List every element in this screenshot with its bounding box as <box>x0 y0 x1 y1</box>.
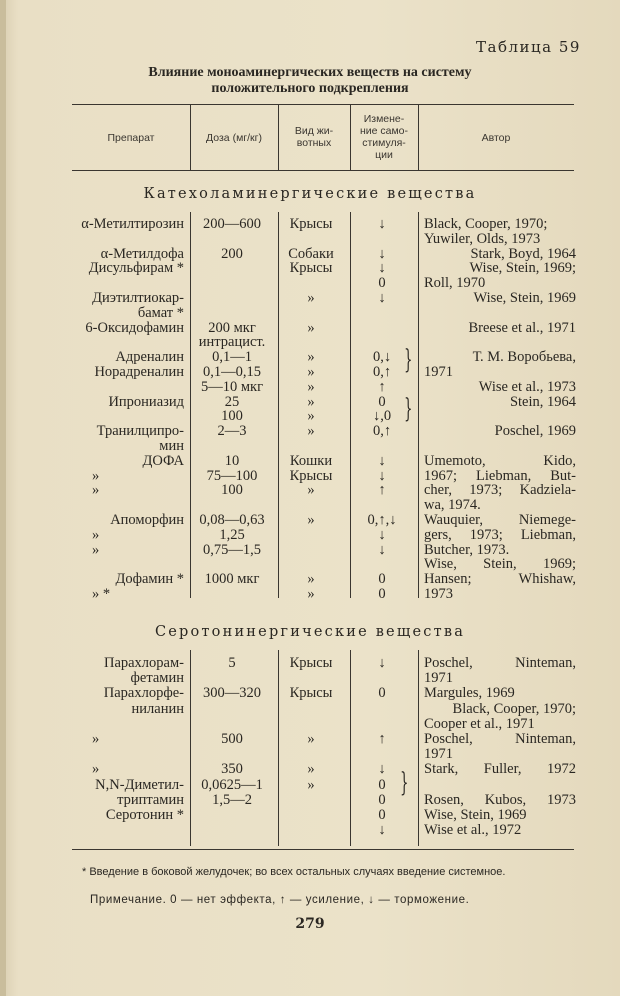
dose-cell: 100 <box>221 408 243 425</box>
drug-cell: Диэтилтиокар- <box>92 290 184 306</box>
change-cell: ↓ <box>378 526 386 543</box>
table-row <box>0 792 620 808</box>
dose-cell: 10 <box>224 452 240 469</box>
author-cell: Margules, 1969 <box>424 685 515 702</box>
dose-cell: 200—600 <box>203 216 261 232</box>
author-cell: 1971 <box>424 670 453 687</box>
table-row <box>0 497 620 513</box>
author-cell: Wise et al., 1973 <box>478 378 576 395</box>
legend-note: Примечание. 0 — нет эффекта, ↑ — усиление, ↓ — торможение. <box>90 894 470 906</box>
species-cell: » <box>307 776 315 793</box>
species-cell: Собаки <box>288 245 334 262</box>
table-row <box>0 512 620 528</box>
table-row <box>0 527 620 543</box>
change-cell: ↓ <box>378 822 386 839</box>
author-cell: Poschel, Ninteman, <box>424 731 576 747</box>
species-cell: » <box>307 393 315 410</box>
author-cell: Umemoto, Kido, <box>424 452 576 469</box>
dose-cell: 100 <box>221 482 243 499</box>
drug-cell: N,N-Диметил- <box>95 776 184 793</box>
header-author: Автор <box>481 132 511 144</box>
section-title-catecholaminergic: Катехоламинергические вещества <box>143 186 477 202</box>
drug-cell: Дисульфирам * <box>88 260 184 277</box>
dose-cell: 350 <box>221 761 243 778</box>
drug-cell: Парахлорам- <box>103 655 184 671</box>
brace: } <box>404 394 413 424</box>
change-cell: ↓ <box>378 655 386 671</box>
dose-cell: 1000 мкг <box>204 571 260 588</box>
author-cell: Poschel, Ninteman, <box>424 655 576 671</box>
author-cell: Wise, Stein, 1969 <box>424 807 527 823</box>
drug-cell: триптамин <box>117 791 184 808</box>
species-cell: » <box>307 349 315 366</box>
table-row <box>0 334 620 350</box>
dose-cell: 300—320 <box>203 685 261 702</box>
species-cell: Крысы <box>289 685 333 702</box>
table-row <box>0 231 620 247</box>
table-row <box>0 777 620 793</box>
author-cell: 1973 <box>424 586 453 602</box>
author-cell: Wise, Stein, 1969; <box>424 556 576 573</box>
dose-cell: 1,5—2 <box>212 791 252 808</box>
dose-cell: 5—10 мкг <box>200 378 264 395</box>
change-cell: 0 <box>378 275 386 292</box>
table-row <box>0 731 620 747</box>
table-row <box>0 468 620 484</box>
drug-cell: Ипрониазид <box>108 393 184 410</box>
table-row <box>0 394 620 410</box>
change-cell: 0 <box>378 791 386 808</box>
header-bottom-rule <box>72 170 574 171</box>
author-cell: Poschel, 1969 <box>494 423 576 440</box>
table-title-line2: положительного подкрепления <box>211 81 409 96</box>
change-cell: 0 <box>378 776 386 793</box>
dose-cell: 25 <box>224 393 240 410</box>
table-row <box>0 586 620 602</box>
drug-cell: ниланин <box>131 700 184 717</box>
table-row <box>0 320 620 336</box>
drug-cell: Адреналин <box>115 349 184 366</box>
header-species: Вид жи- вотных <box>294 125 334 149</box>
species-cell: » <box>307 586 315 602</box>
table-number: Таблица 59 <box>476 38 581 56</box>
section-title-serotoninergic: Серотонинергические вещества <box>154 624 466 640</box>
change-cell: ↑ <box>378 378 386 395</box>
drug-cell: мин <box>159 438 184 454</box>
author-cell: Butcher, 1973. <box>424 541 510 558</box>
species-cell: Кошки <box>289 452 333 469</box>
dose-cell: 0,0625—1 <box>201 776 263 793</box>
species-cell: » <box>307 482 315 499</box>
drug-cell: бамат * <box>137 304 184 321</box>
dose-cell: 200 <box>221 245 243 262</box>
author-cell: Rosen, Kubos, 1973 <box>424 791 576 808</box>
change-cell: 0,↓ <box>372 349 392 366</box>
species-cell: » <box>307 512 315 528</box>
author-cell: gers, 1973; Liebman, <box>424 526 576 543</box>
author-cell: Breese et al., 1971 <box>468 319 576 336</box>
brace: } <box>404 345 413 375</box>
dose-cell: 0,08—0,63 <box>199 512 265 528</box>
author-cell: 1967; Liebman, But- <box>424 467 576 484</box>
author-cell: Roll, 1970 <box>424 275 486 292</box>
change-cell: ↓ <box>378 290 386 306</box>
change-cell: 0 <box>378 571 386 588</box>
author-cell: Yuwiler, Olds, 1973 <box>424 230 541 247</box>
author-cell: Stark, Fuller, 1972 <box>424 761 576 778</box>
drug-cell: Дофамин * <box>115 571 184 588</box>
table-row <box>0 305 620 321</box>
species-cell: Крысы <box>289 655 333 671</box>
header-dose: Доза (мг/кг) <box>206 132 262 144</box>
species-cell: » <box>307 761 315 778</box>
author-cell: Black, Cooper, 1970; <box>424 216 548 232</box>
change-cell: ↓ <box>378 452 386 469</box>
author-cell: Wauquier, Niemege- <box>424 512 576 528</box>
species-cell: » <box>307 319 315 336</box>
table-row <box>0 423 620 439</box>
drug-cell: » <box>92 761 100 778</box>
change-cell: 0 <box>378 586 386 602</box>
change-cell: ↑ <box>378 731 386 747</box>
change-cell: 0,↑ <box>372 364 392 380</box>
species-cell: » <box>307 290 315 306</box>
author-cell: Stark, Boyd, 1964 <box>470 245 576 262</box>
table-row <box>0 438 620 454</box>
drug-cell: ДОФА <box>142 452 184 469</box>
table-row <box>0 685 620 701</box>
table-row <box>0 260 620 276</box>
drug-cell: » <box>92 467 100 484</box>
author-cell: Wise, Stein, 1969; <box>469 260 576 277</box>
change-cell: 0 <box>378 393 386 410</box>
change-cell: 0 <box>378 685 386 702</box>
page-number: 279 <box>295 916 325 932</box>
drug-cell: » <box>92 731 100 747</box>
drug-cell: » <box>92 482 100 499</box>
species-cell: » <box>307 408 315 425</box>
dose-cell: 1,25 <box>219 526 245 543</box>
drug-cell: » <box>92 541 100 558</box>
author-cell: cher, 1973; Kadziela- <box>424 482 576 499</box>
drug-cell: Норадреналин <box>94 364 184 380</box>
author-cell: 1971 <box>424 364 453 380</box>
footnote: * Введение в боковой желудочек; во всех остальных случаях введение системное. <box>82 866 506 878</box>
dose-cell: 5 <box>228 655 236 671</box>
dose-cell: 2—3 <box>217 423 247 440</box>
species-cell: Крысы <box>289 260 333 277</box>
author-cell: 1971 <box>424 746 453 763</box>
species-cell: » <box>307 731 315 747</box>
drug-cell: » * <box>92 586 111 602</box>
table-row <box>0 246 620 262</box>
table-row <box>0 716 620 732</box>
dose-cell: 0,1—0,15 <box>203 364 261 380</box>
change-cell: 0,↑,↓ <box>367 512 397 528</box>
species-cell: Крысы <box>289 216 333 232</box>
table-row <box>0 453 620 469</box>
table-row <box>0 746 620 762</box>
change-cell: ↓ <box>378 216 386 232</box>
drug-cell: » <box>92 526 100 543</box>
table-row <box>0 556 620 572</box>
table-row <box>0 822 620 838</box>
dose-cell: 0,75—1,5 <box>203 541 261 558</box>
author-cell: Wise et al., 1972 <box>424 822 522 839</box>
drug-cell: Серотонин * <box>105 807 184 823</box>
change-cell: ↓ <box>378 245 386 262</box>
author-cell: Wise, Stein, 1969 <box>473 290 576 306</box>
change-cell: 0,↑ <box>372 423 392 440</box>
table-row <box>0 290 620 306</box>
species-cell: » <box>307 364 315 380</box>
table-bottom-rule <box>72 849 574 850</box>
change-cell: ↓ <box>378 260 386 277</box>
drug-cell: фетамин <box>130 670 184 687</box>
author-cell: Cooper et al., 1971 <box>424 715 535 732</box>
drug-cell: Парахлорфе- <box>103 685 184 702</box>
change-cell: ↓,0 <box>372 408 392 425</box>
drug-cell: Апоморфин <box>110 512 184 528</box>
table-row <box>0 349 620 365</box>
table-row <box>0 670 620 686</box>
author-cell: Stein, 1964 <box>509 393 576 410</box>
author-cell: Т. М. Воробьева, <box>472 349 576 366</box>
table-title-line1: Влияние моноаминергических веществ на систему <box>148 65 472 80</box>
change-cell: ↓ <box>378 761 386 778</box>
change-cell: 0 <box>378 807 386 823</box>
table-row <box>0 542 620 558</box>
dose-cell: интрацист. <box>198 334 266 351</box>
dose-cell: 0,1—1 <box>212 349 252 366</box>
species-cell: » <box>307 378 315 395</box>
drug-cell: α-Метилтирозин <box>81 216 184 232</box>
change-cell: ↓ <box>378 467 386 484</box>
change-cell: ↑ <box>378 482 386 499</box>
header-drug: Препарат <box>107 132 155 144</box>
drug-cell: Транилципро- <box>96 423 184 440</box>
species-cell: » <box>307 571 315 588</box>
table-row <box>0 807 620 823</box>
change-cell: ↓ <box>378 541 386 558</box>
dose-cell: 75—100 <box>206 467 258 484</box>
species-cell: » <box>307 423 315 440</box>
author-cell: Black, Cooper, 1970; <box>452 700 576 717</box>
drug-cell: α-Метилдофа <box>100 245 184 262</box>
brace: } <box>400 768 409 798</box>
author-cell: wa, 1974. <box>424 497 481 514</box>
table-row <box>0 216 620 232</box>
table-row <box>0 655 620 671</box>
author-cell: Hansen; Whishaw, <box>424 571 576 588</box>
table-row <box>0 701 620 717</box>
header-top-rule <box>72 104 574 105</box>
dose-cell: 500 <box>221 731 243 747</box>
drug-cell: 6-Оксидофамин <box>85 319 184 336</box>
species-cell: Крысы <box>289 467 333 484</box>
table-row <box>0 275 620 291</box>
table-row <box>0 571 620 587</box>
table-row <box>0 482 620 498</box>
header-change: Измене- ние само- стимуля- ции <box>359 113 409 161</box>
table-row <box>0 408 620 424</box>
table-row <box>0 761 620 777</box>
table-row <box>0 364 620 380</box>
table-row <box>0 379 620 395</box>
dose-cell: 200 мкг <box>208 319 256 336</box>
